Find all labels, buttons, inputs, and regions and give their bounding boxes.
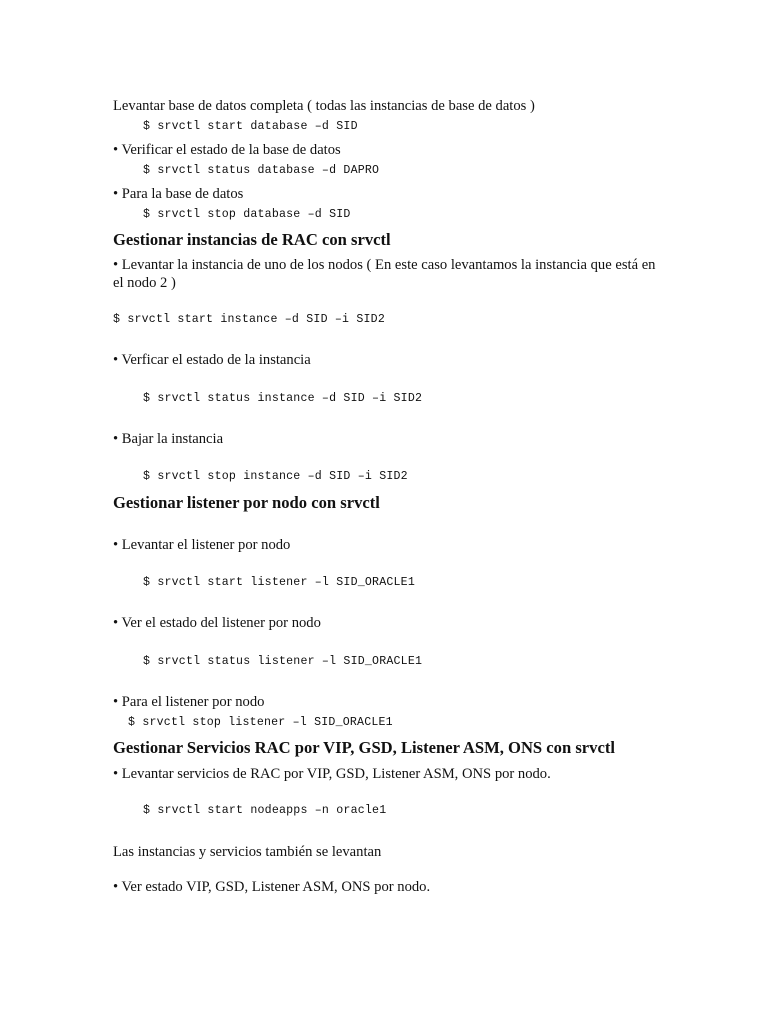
paragraph-start-database: Levantar base de datos completa ( todas las instancias de base de datos ) bbox=[113, 98, 535, 114]
bullet-services-status: • Ver estado VIP, GSD, Listener ASM, ONS por nodo. bbox=[113, 879, 431, 895]
heading-manage-instances: Gestionar instancias de RAC con srvctl bbox=[113, 230, 391, 249]
heading-manage-services: Gestionar Servicios RAC por VIP, GSD, Listener ASM, ONS con srvctl bbox=[113, 738, 615, 757]
bullet-check-instance-status: • Verficar el estado de la instancia bbox=[113, 352, 311, 368]
code-start-database: $ srvctl start database –d SID bbox=[143, 120, 358, 133]
code-start-listener: $ srvctl start listener –l SID_ORACLE1 bbox=[143, 576, 415, 589]
bullet-start-services: • Levantar servicios de RAC por VIP, GSD, Listener ASM, ONS por nodo. bbox=[113, 766, 551, 782]
bullet-check-database-status: • Verificar el estado de la base de datos bbox=[113, 142, 341, 158]
bullet-listener-status: • Ver el estado del listener por nodo bbox=[113, 615, 321, 631]
code-status-instance: $ srvctl status instance –d SID –i SID2 bbox=[143, 392, 423, 405]
code-stop-listener: $ srvctl stop listener –l SID_ORACLE1 bbox=[128, 716, 393, 729]
code-stop-database: $ srvctl stop database –d SID bbox=[143, 208, 351, 221]
code-start-instance: $ srvctl start instance –d SID –i SID2 bbox=[113, 313, 385, 326]
bullet-start-instance: • Levantar la instancia de uno de los nodos ( En este caso levantamos la instancia que está en el nodo 2 ) bbox=[113, 257, 656, 291]
heading-manage-listener: Gestionar listener por nodo con srvctl bbox=[113, 493, 380, 512]
bullet-stop-database: • Para la base de datos bbox=[113, 186, 244, 202]
bullet-stop-instance: • Bajar la instancia bbox=[113, 431, 224, 447]
code-status-database: $ srvctl status database –d DAPRO bbox=[143, 164, 380, 177]
code-stop-instance: $ srvctl stop instance –d SID –i SID2 bbox=[143, 470, 408, 483]
bullet-start-listener: • Levantar el listener por nodo bbox=[113, 537, 291, 553]
bullet-stop-listener: • Para el listener por nodo bbox=[113, 694, 265, 710]
code-status-listener: $ srvctl status listener –l SID_ORACLE1 bbox=[143, 655, 423, 668]
paragraph-services-start: Las instancias y servicios también se levantan bbox=[113, 844, 382, 860]
code-start-nodeapps: $ srvctl start nodeapps –n oracle1 bbox=[143, 804, 387, 817]
